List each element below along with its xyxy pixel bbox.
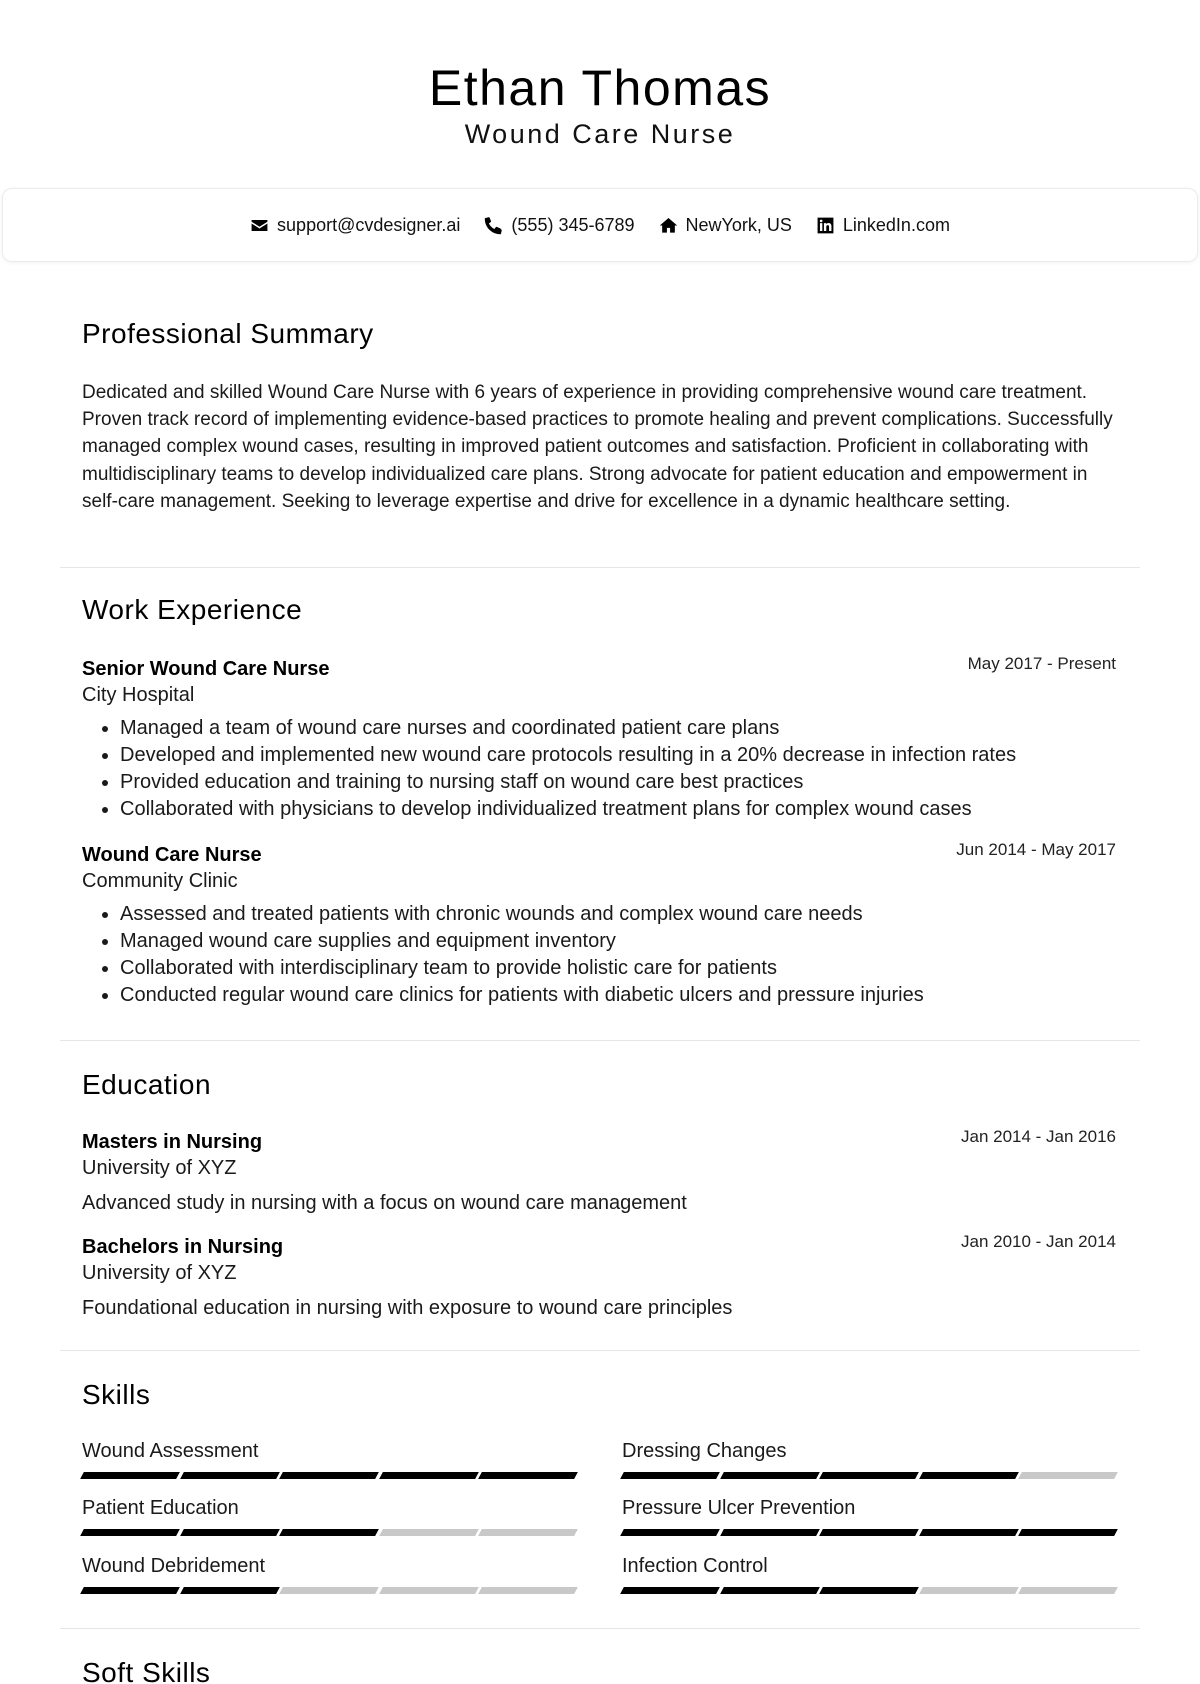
- education-degree: Masters in Nursing: [82, 1131, 263, 1153]
- skill-segment-empty: [479, 1587, 578, 1594]
- skill-segment-filled: [279, 1472, 378, 1479]
- summary-section: [60, 296, 1140, 568]
- skill-level-bar: [622, 1529, 1116, 1536]
- job-bullet: • Collaborated with physicians to develop individualized treatment plans for complex wound cases: [120, 796, 1116, 823]
- job-bullet: • Managed wound care supplies and equipment inventory: [120, 928, 1116, 955]
- skill-segment-empty: [379, 1529, 478, 1536]
- skill-item: [622, 1553, 1116, 1594]
- education-school: University of XYZ: [82, 1262, 237, 1284]
- skill-segment-empty: [379, 1587, 478, 1594]
- soft-skills-section: [60, 1629, 1140, 1684]
- candidate-name: Ethan Thomas: [428, 60, 772, 116]
- candidate-title: Wound Care Nurse: [464, 119, 736, 149]
- contact-phone-text: (555) 345-6789: [511, 214, 635, 235]
- contact-location-text: NewYork, US: [685, 214, 792, 235]
- skill-segment-filled: [720, 1472, 819, 1479]
- skill-segment-empty: [919, 1587, 1018, 1594]
- education-entry: [82, 1234, 1116, 1321]
- skill-name: Dressing Changes: [622, 1440, 787, 1462]
- skill-name: Infection Control: [622, 1555, 768, 1577]
- job-title: Senior Wound Care Nurse: [82, 658, 330, 680]
- job-company: City Hospital: [82, 684, 195, 706]
- skill-segment-filled: [720, 1529, 819, 1536]
- skill-segment-filled: [180, 1472, 279, 1479]
- job-bullets: [82, 715, 1116, 823]
- education-heading: Education: [82, 1069, 212, 1100]
- skill-segment-empty: [1019, 1472, 1118, 1479]
- skill-segment-filled: [620, 1529, 719, 1536]
- contact-location: [659, 215, 792, 236]
- job-dates: May 2017 - Present: [967, 654, 1116, 673]
- skill-segment-filled: [720, 1587, 819, 1594]
- contact-linkedin[interactable]: [816, 215, 950, 236]
- experience-section: [60, 568, 1140, 1041]
- skill-level-bar: [622, 1587, 1116, 1594]
- skill-segment-filled: [620, 1587, 719, 1594]
- education-entry: [82, 1129, 1116, 1216]
- skill-segment-filled: [919, 1529, 1018, 1536]
- job-bullet: • Collaborated with interdisciplinary team to provide holistic care for patients: [120, 955, 1116, 982]
- education-section: [60, 1041, 1140, 1351]
- education-dates: Jan 2010 - Jan 2014: [960, 1232, 1116, 1251]
- education-school: University of XYZ: [82, 1157, 237, 1179]
- skill-item: [622, 1495, 1116, 1536]
- skill-segment-filled: [180, 1587, 279, 1594]
- skills-section: [60, 1351, 1140, 1629]
- skill-segment-filled: [80, 1587, 179, 1594]
- skill-segment-filled: [479, 1472, 578, 1479]
- skill-segment-filled: [819, 1472, 918, 1479]
- job-bullet: • Conducted regular wound care clinics for patients with diabetic ulcers and pressure injuries: [120, 982, 1116, 1009]
- skill-segment-filled: [819, 1529, 918, 1536]
- skill-segment-empty: [279, 1587, 378, 1594]
- home-icon: [659, 216, 678, 235]
- skill-segment-filled: [620, 1472, 719, 1479]
- skill-item: [82, 1553, 576, 1594]
- skill-segment-empty: [1019, 1587, 1118, 1594]
- envelope-icon: [250, 216, 269, 235]
- job-company: Community Clinic: [82, 870, 238, 892]
- skill-segment-empty: [479, 1529, 578, 1536]
- job-entry: [82, 842, 1116, 1009]
- skill-segment-filled: [80, 1472, 179, 1479]
- summary-heading: Professional Summary: [82, 318, 374, 349]
- phone-icon: [484, 216, 503, 235]
- contact-email-text: support@cvdesigner.ai: [277, 214, 461, 235]
- skill-segment-filled: [919, 1472, 1018, 1479]
- skill-segment-filled: [180, 1529, 279, 1536]
- job-bullet: • Provided education and training to nursing staff on wound care best practices: [120, 769, 1116, 796]
- contact-email[interactable]: [250, 215, 460, 236]
- skill-level-bar: [82, 1587, 576, 1594]
- job-bullet: • Managed a team of wound care nurses and coordinated patient care plans: [120, 715, 1116, 742]
- education-description: Foundational education in nursing with exposure to wound care principles: [82, 1297, 733, 1319]
- education-dates: Jan 2014 - Jan 2016: [960, 1127, 1116, 1146]
- soft-skills-heading: Soft Skills: [82, 1657, 211, 1684]
- summary-text: Dedicated and skilled Wound Care Nurse with 6 years of experience in providing comprehensive wound care treatment. Proven track record of implementing evidence-based practices to promote healing and prevent complications. Successfully managed complex wound cases, resulting in improved patient outcomes and satisfaction. Proficient in collaborating with multidisciplinary teams to develop individualized care plans. Strong advocate for patient education and empowerment in self-care management. Seeking to leverage expertise and drive for excellence in a dynamic healthcare setting.: [82, 382, 1113, 512]
- education-degree: Bachelors in Nursing: [82, 1236, 284, 1258]
- skill-name: Patient Education: [82, 1497, 239, 1519]
- contact-phone[interactable]: [484, 215, 634, 236]
- experience-heading: Work Experience: [82, 594, 303, 625]
- education-description: Advanced study in nursing with a focus on wound care management: [82, 1192, 687, 1214]
- skill-segment-filled: [279, 1529, 378, 1536]
- skill-item: [82, 1438, 576, 1479]
- skill-name: Pressure Ulcer Prevention: [622, 1497, 856, 1519]
- skill-level-bar: [82, 1472, 576, 1479]
- skill-item: [622, 1438, 1116, 1479]
- job-bullet: • Developed and implemented new wound care protocols resulting in a 20% decrease in infection rates: [120, 742, 1116, 769]
- linkedin-icon: [816, 216, 835, 235]
- skill-item: [82, 1495, 576, 1536]
- contact-bar: [2, 188, 1198, 262]
- job-title: Wound Care Nurse: [82, 844, 262, 866]
- skills-heading: Skills: [82, 1379, 151, 1410]
- skill-segment-filled: [379, 1472, 478, 1479]
- skill-segment-filled: [1019, 1529, 1118, 1536]
- contact-linkedin-text: LinkedIn.com: [842, 214, 950, 235]
- job-bullets: [82, 901, 1116, 1009]
- skill-level-bar: [82, 1529, 576, 1536]
- skill-level-bar: [622, 1472, 1116, 1479]
- job-entry: [82, 656, 1116, 823]
- skill-segment-filled: [819, 1587, 918, 1594]
- skill-name: Wound Debridement: [82, 1555, 266, 1577]
- job-dates: Jun 2014 - May 2017: [956, 840, 1116, 859]
- resume-header: [0, 0, 1200, 150]
- job-bullet: • Assessed and treated patients with chronic wounds and complex wound care needs: [120, 901, 1116, 928]
- skill-segment-filled: [80, 1529, 179, 1536]
- skill-name: Wound Assessment: [82, 1440, 259, 1462]
